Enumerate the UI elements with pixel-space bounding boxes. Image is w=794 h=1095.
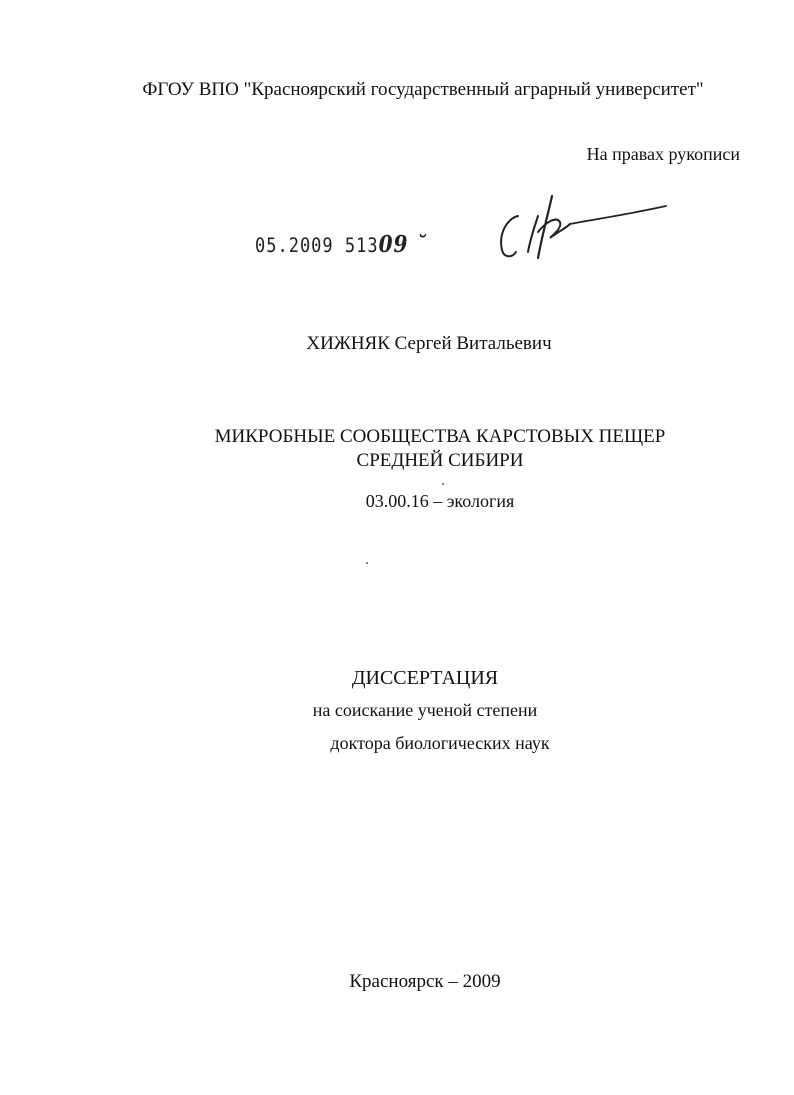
rights-notice: На правах рукописи <box>586 144 740 164</box>
registration-mark: ˘ <box>408 230 428 258</box>
signature-icon <box>490 188 680 268</box>
scan-speck <box>366 562 368 564</box>
degree-line-1: на соискание ученой степени <box>312 700 538 720</box>
scan-speck <box>442 483 444 485</box>
registration-number <box>255 230 427 258</box>
thesis-specialty: 03.00.16 – экология <box>365 491 515 511</box>
document-type: ДИССЕРТАЦИЯ <box>351 667 499 689</box>
place-and-year: Красноярск – 2009 <box>349 971 501 992</box>
registration-stamp-digits: 05.2009 513 <box>255 234 379 258</box>
degree-line-2: доктора биологических наук <box>330 733 550 753</box>
institution-name: ФГОУ ВПО "Красноярский государственный аграрный университет" <box>142 79 704 100</box>
registration-handwritten-suffix: 09 <box>378 230 409 258</box>
thesis-title-line-1: МИКРОБНЫЕ СООБЩЕСТВА КАРСТОВЫХ ПЕЩЕР <box>214 426 666 447</box>
thesis-title-line-2: СРЕДНЕЙ СИБИРИ <box>356 450 524 471</box>
author-name: ХИЖНЯК Сергей Витальевич <box>306 333 552 354</box>
